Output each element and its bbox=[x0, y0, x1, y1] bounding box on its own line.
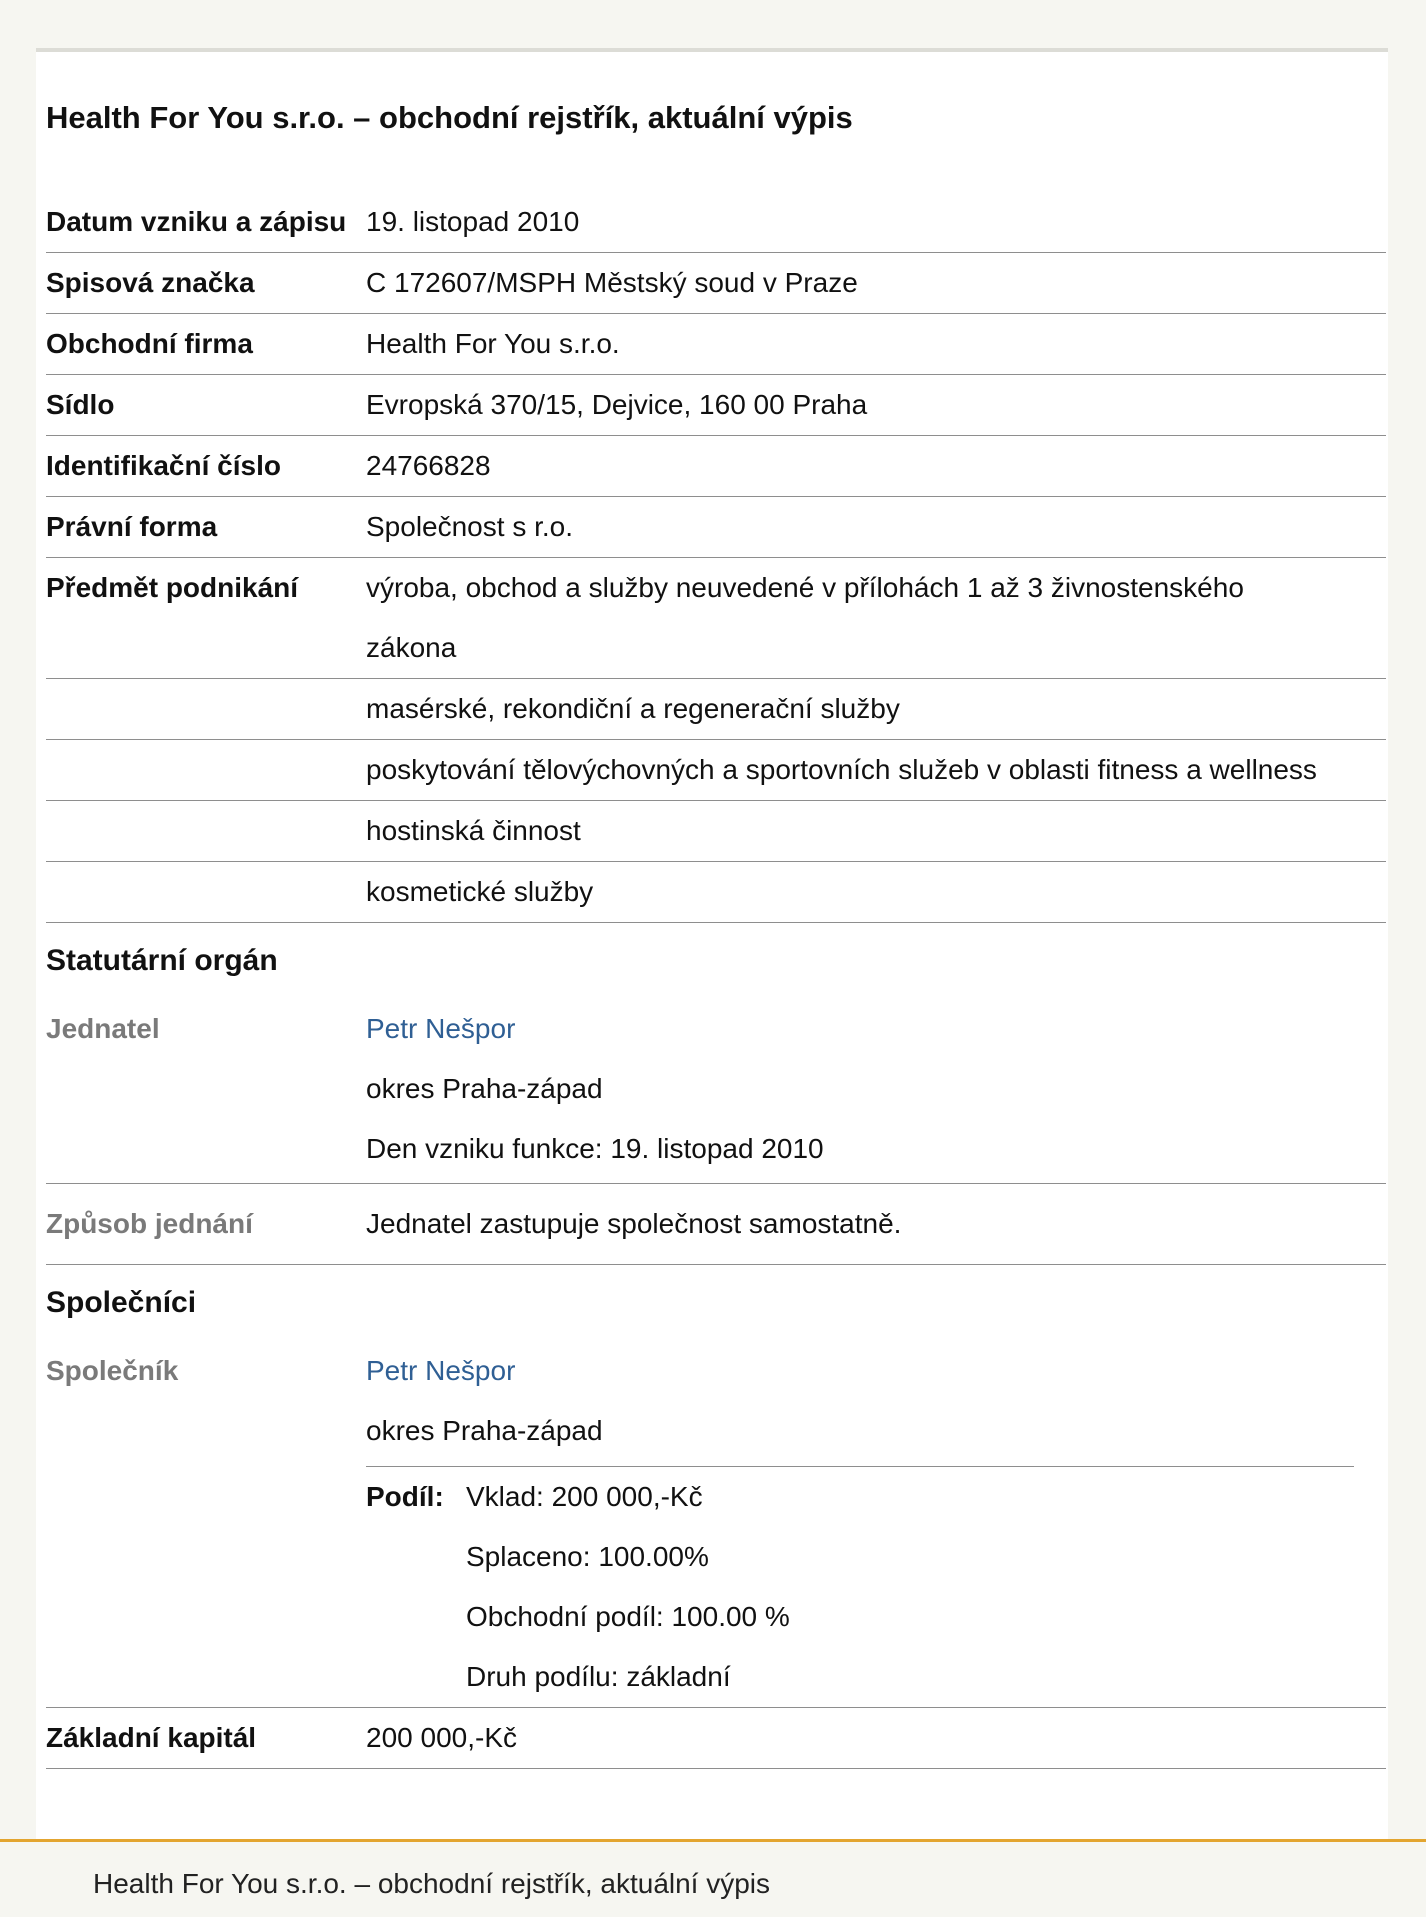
spolecnik-okres: okres Praha-západ bbox=[366, 1415, 603, 1446]
label-predmet-podnikani: Předmět podnikání bbox=[46, 558, 366, 679]
label-identifikacni-cislo: Identifikační číslo bbox=[46, 436, 366, 497]
row-identifikacni-cislo bbox=[46, 436, 1386, 497]
footer-title: Health For You s.r.o. – obchodní rejstřík, aktuální výpis bbox=[93, 1868, 771, 1899]
predmet-item: výroba, obchod a služby neuvedené v přílohách 1 až 3 živnostenského zákona bbox=[366, 558, 1386, 679]
value-sidlo: Evropská 370/15, Dejvice, 160 00 Praha bbox=[366, 375, 1386, 436]
label-zakladni-kapital: Základní kapitál bbox=[46, 1708, 366, 1769]
predmet-item: masérské, rekondiční a regenerační služby bbox=[366, 679, 1386, 740]
section-heading: Společníci bbox=[46, 1286, 197, 1319]
podil-obchodni: Obchodní podíl: 100.00 % bbox=[466, 1601, 790, 1632]
value-zpusob-jednani: Jednatel zastupuje společnost samostatně. bbox=[366, 1184, 1386, 1265]
podil-vklad: Vklad: 200 000,-Kč bbox=[466, 1481, 703, 1512]
row-predmet-item bbox=[46, 862, 1386, 923]
label-spisova-znacka: Spisová značka bbox=[46, 253, 366, 314]
jednatel-okres: okres Praha-západ bbox=[366, 1073, 603, 1104]
page-title: Health For You s.r.o. – obchodní rejstřík, aktuální výpis bbox=[46, 100, 853, 135]
section-heading: Statutární orgán bbox=[46, 944, 278, 977]
row-zpusob-jednani bbox=[46, 1184, 1386, 1265]
row-datum-vzniku bbox=[46, 192, 1386, 253]
section-spolecnici bbox=[46, 1265, 1386, 1342]
value-datum-vzniku: 19. listopad 2010 bbox=[366, 192, 1386, 253]
podil-druh: Druh podílu: základní bbox=[466, 1661, 731, 1692]
row-predmet-item bbox=[46, 801, 1386, 862]
row-obchodni-firma bbox=[46, 314, 1386, 375]
label-zpusob-jednani: Způsob jednání bbox=[46, 1184, 366, 1265]
row-jednatel bbox=[46, 999, 1386, 1184]
row-predmet-item bbox=[46, 740, 1386, 801]
podil-block bbox=[366, 1466, 1354, 1707]
row-pravni-forma bbox=[46, 497, 1386, 558]
label-podil: Podíl: bbox=[366, 1481, 444, 1512]
label-pravni-forma: Právní forma bbox=[46, 497, 366, 558]
predmet-item: kosmetické služby bbox=[366, 862, 1386, 923]
podil-splaceno: Splaceno: 100.00% bbox=[466, 1541, 709, 1572]
label-spolecnik: Společník bbox=[46, 1341, 366, 1708]
registry-card bbox=[36, 48, 1388, 1846]
value-pravni-forma: Společnost s r.o. bbox=[366, 497, 1386, 558]
section-statutarni-organ bbox=[46, 923, 1386, 1000]
value-obchodni-firma: Health For You s.r.o. bbox=[366, 314, 1386, 375]
label-obchodni-firma: Obchodní firma bbox=[46, 314, 366, 375]
row-predmet-item bbox=[46, 679, 1386, 740]
row-spolecnik bbox=[46, 1341, 1386, 1708]
registry-table bbox=[46, 192, 1386, 1769]
label-jednatel: Jednatel bbox=[46, 999, 366, 1184]
value-zakladni-kapital: 200 000,-Kč bbox=[366, 1708, 1386, 1769]
row-sidlo bbox=[46, 375, 1386, 436]
jednatel-den-vzniku: Den vzniku funkce: 19. listopad 2010 bbox=[366, 1133, 824, 1164]
predmet-item: hostinská činnost bbox=[366, 801, 1386, 862]
value-spisova-znacka: C 172607/MSPH Městský soud v Praze bbox=[366, 253, 1386, 314]
footer bbox=[0, 1839, 1426, 1917]
label-datum-vzniku: Datum vzniku a zápisu bbox=[46, 192, 366, 253]
row-spisova-znacka bbox=[46, 253, 1386, 314]
jednatel-name-link[interactable]: Petr Nešpor bbox=[366, 1013, 516, 1044]
spolecnik-name-link[interactable]: Petr Nešpor bbox=[366, 1355, 516, 1386]
row-predmet-podnikani bbox=[46, 558, 1386, 679]
label-sidlo: Sídlo bbox=[46, 375, 366, 436]
row-zakladni-kapital bbox=[46, 1708, 1386, 1769]
value-identifikacni-cislo: 24766828 bbox=[366, 436, 1386, 497]
predmet-item: poskytování tělovýchovných a sportovních služeb v oblasti fitness a wellness bbox=[366, 740, 1386, 801]
